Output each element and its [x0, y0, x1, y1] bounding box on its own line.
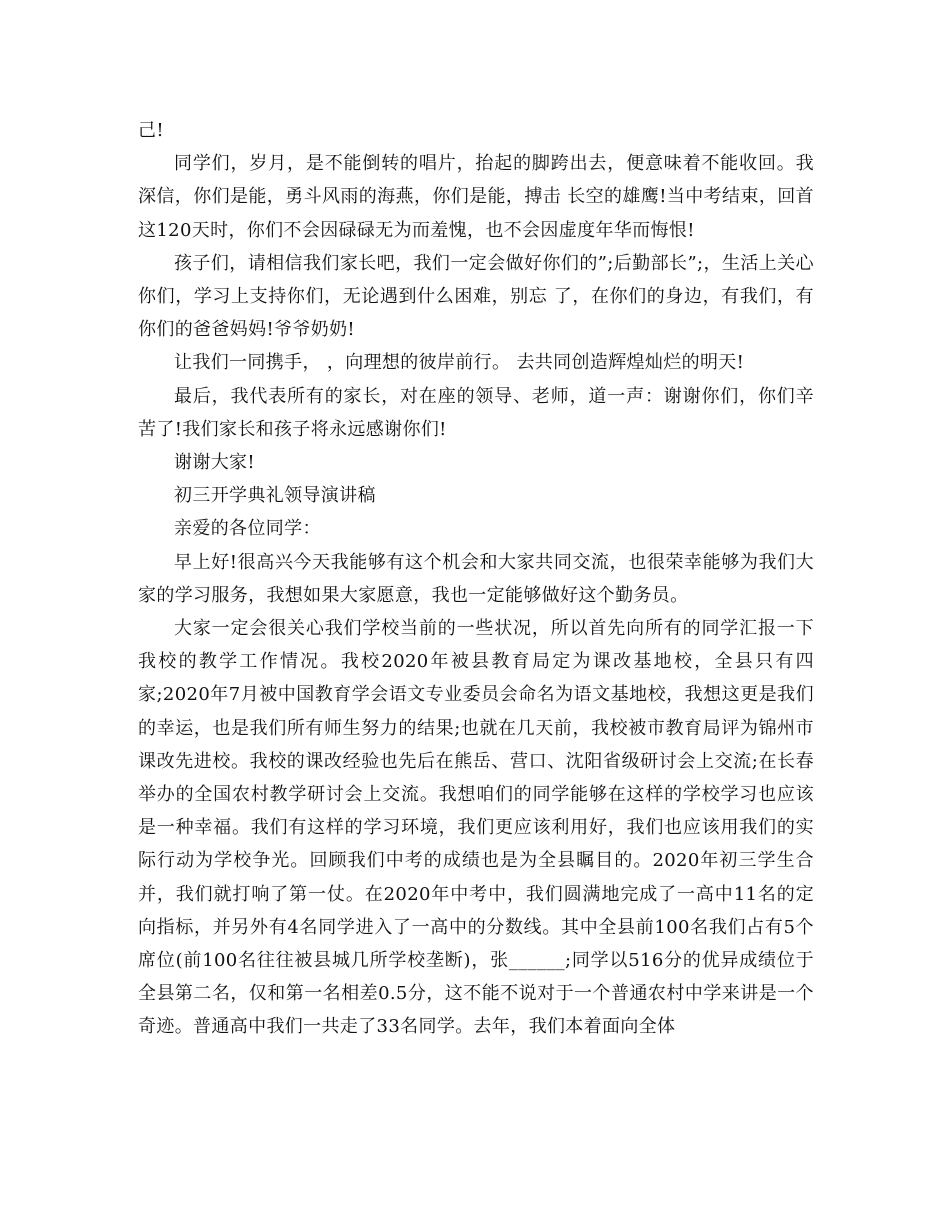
paragraph-continuation: 己! [138, 120, 164, 141]
paragraph-school-report: 大家一定会很关心我们学校当前的一些状况，所以首先向所有的同学汇报一下我校的教学工作情况。我校2020年被县教育局定为课改基地校，全县只有四家;2020年7月被中国教育学会语文专业委员会命名为语文基地校，我想这更是我们的幸运，也是我们所有师生努力的结果;也就在几天前，我校被市教育局评为锦州市课改先进校。我校的课改经验也先后在熊岳、营口、沈阳省级研讨会上交流;在长春举办的全国农村教学研讨会上交流。我想咱们的同学能够在这样的学校学习也应该是一种幸福。我们有这样的学习环境，我们更应该利用好，我们也应该用我们的实际行动为学校争光。回顾我们中考的成绩也是为全县瞩目的。2020年初三学生合并，我们就打响了第一仗。在2020年中考中，我们圆满地完成了一高中11名的定向指标，并另外有4名同学进入了一高中的分数线。其中全县前100名我们占有5个席位(前100名往往被县城几所学校垄断)，张______;同学以516分的优异成绩位于全县第二名，仅和第一名相差0.5分，这不能不说对于一个普通农村中学来讲是一个奇迹。普通高中我们一共走了33名同学。去年，我们本着面向全体 [138, 618, 814, 1038]
paragraph-together: 让我们一同携手， ，向理想的彼岸前行。 去共同创造辉煌灿烂的明天! [174, 352, 745, 374]
paragraph-closing: 谢谢大家! [174, 452, 255, 474]
paragraph-greeting: 早上好!很高兴今天我能够有这个机会和大家共同交流，也很荣幸能够为我们大家的学习服务，我想如果大家愿意，我也一定能够做好这个勤务员。 [138, 551, 814, 606]
salutation: 亲爱的各位同学： [174, 518, 321, 540]
paragraph-parents: 孩子们，请相信我们家长吧，我们一定会做好你们的”;后勤部长”;，生活上关心你们，学习上支持你们，无论遇到什么困难，别忘 了，在你们的身边，有我们，有你们的爸爸妈妈!爷爷奶奶! [138, 252, 814, 341]
document-body [138, 114, 814, 1044]
paragraph-years: 同学们，岁月，是不能倒转的唱片，抬起的脚跨出去，便意味着不能收回。我深信，你们是能，勇斗风雨的海燕，你们是能，搏击 长空的雄鹰!当中考结束，回首这120天时，你们不会因碌碌无为而羞愧，也不会因虚度年华而悔恨! [138, 153, 814, 241]
paragraph-thanks: 最后，我代表所有的家长，对在座的领导、老师，道一声：谢谢你们，你们辛苦了!我们家长和孩子将永远感谢你们! [138, 385, 814, 440]
section-title: 初三开学典礼领导演讲稿 [174, 485, 376, 507]
